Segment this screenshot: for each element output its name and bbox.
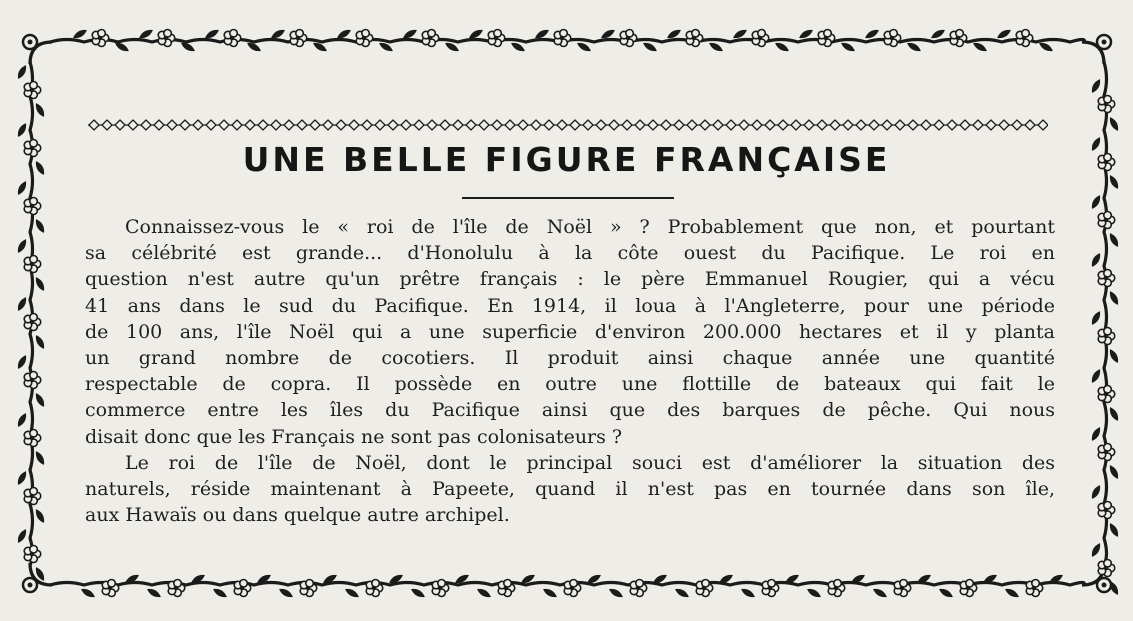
diamond-chain-icon <box>336 120 346 130</box>
flower-vine-icon <box>884 29 901 46</box>
diamond-chain-rule <box>88 118 1048 132</box>
diamond-chain-icon <box>297 120 307 130</box>
diamond-chain-icon <box>726 120 736 130</box>
flower-vine-icon <box>1016 29 1033 46</box>
diamond-chain-icon <box>1012 120 1022 130</box>
diamond-chain-icon <box>102 120 112 130</box>
diamond-chain-icon <box>999 120 1009 130</box>
flower-vine-icon <box>422 29 439 46</box>
flower-vine-icon <box>24 545 41 562</box>
diamond-chain-icon <box>804 120 814 130</box>
diamond-chain-icon <box>479 120 489 130</box>
diamond-chain-icon <box>180 120 190 130</box>
diamond-chain-icon <box>414 120 424 130</box>
diamond-chain-icon <box>986 120 996 130</box>
flower-vine-icon <box>24 487 41 504</box>
diamond-chain-icon <box>232 120 242 130</box>
flower-vine-icon <box>620 29 637 46</box>
diamond-chain-icon <box>934 120 944 130</box>
text-line: de 100 ans, l'île Noël qui a une superficie d'environ 200.000 hectares et il y planta <box>85 320 1055 343</box>
flower-vine-icon <box>1098 443 1115 460</box>
diamond-chain-icon <box>193 120 203 130</box>
text-line: 41 ans dans le sud du Pacifique. En 1914, il loua à l'Angleterre, pour une période <box>85 294 1055 317</box>
diamond-chain-icon <box>817 120 827 130</box>
diamond-chain-icon <box>908 120 918 130</box>
diamond-chain-icon <box>128 120 138 130</box>
diamond-chain-icon <box>531 120 541 130</box>
flower-vine-icon <box>752 29 769 46</box>
diamond-chain-icon <box>830 120 840 130</box>
flower-vine-icon <box>1098 95 1115 112</box>
diamond-chain-icon <box>752 120 762 130</box>
paragraph-2 <box>85 450 1055 529</box>
flower-vine-icon <box>950 29 967 46</box>
diamond-chain-icon <box>765 120 775 130</box>
diamond-chain-icon <box>596 120 606 130</box>
diamond-chain-icon <box>544 120 554 130</box>
flower-vine-icon <box>24 197 41 214</box>
diamond-chain-icon <box>674 120 684 130</box>
diamond-chain-icon <box>284 120 294 130</box>
text-line: disait donc que les Français ne sont pas colonisateurs ? <box>85 425 623 448</box>
diamond-chain-icon <box>687 120 697 130</box>
diamond-chain-icon <box>453 120 463 130</box>
diamond-chain-icon <box>882 120 892 130</box>
diamond-chain-icon <box>960 120 970 130</box>
flower-vine-icon <box>686 29 703 46</box>
flower-vine-icon <box>24 81 41 98</box>
diamond-chain-icon <box>154 120 164 130</box>
diamond-chain-icon <box>375 120 385 130</box>
text-line: respectable de copra. Il possède en outre une flottille de bateaux qui fait le <box>85 373 1055 396</box>
diamond-chain-icon <box>219 120 229 130</box>
diamond-chain-icon <box>947 120 957 130</box>
diamond-chain-icon <box>245 120 255 130</box>
diamond-chain-icon <box>713 120 723 130</box>
diamond-chain-icon <box>505 120 515 130</box>
flower-vine-icon <box>818 29 835 46</box>
text-line: sa célébrité est grande... d'Honolulu à la côte ouest du Pacifique. Le roi en <box>85 242 1055 265</box>
diamond-chain-icon <box>648 120 658 130</box>
diamond-chain-icon <box>89 120 99 130</box>
diamond-chain-icon <box>635 120 645 130</box>
flower-vine-icon <box>24 255 41 272</box>
flower-vine-icon <box>1098 211 1115 228</box>
diamond-chain-icon <box>349 120 359 130</box>
flower-vine-icon <box>24 313 41 330</box>
diamond-chain-icon <box>973 120 983 130</box>
flower-vine-icon <box>1098 501 1115 518</box>
flower-vine-icon <box>224 29 241 46</box>
flower-vine-icon <box>168 579 185 596</box>
diamond-chain-icon <box>700 120 710 130</box>
diamond-chain-icon <box>921 120 931 130</box>
diamond-chain-icon <box>492 120 502 130</box>
diamond-chain-icon <box>427 120 437 130</box>
diamond-chain-icon <box>401 120 411 130</box>
diamond-chain-icon <box>518 120 528 130</box>
diamond-chain-icon <box>362 120 372 130</box>
text-line: naturels, réside maintenant à Papeete, quand il n'est pas en tournée dans son île, <box>85 478 1055 501</box>
flower-vine-icon <box>1098 269 1115 286</box>
flower-vine-icon <box>1098 327 1115 344</box>
diamond-chain-icon <box>258 120 268 130</box>
diamond-chain-icon <box>622 120 632 130</box>
diamond-chain-icon <box>557 120 567 130</box>
diamond-chain-icon <box>1025 120 1035 130</box>
diamond-chain-icon <box>661 120 671 130</box>
title-underline <box>462 197 674 199</box>
diamond-chain-icon <box>323 120 333 130</box>
flower-vine-icon <box>24 371 41 388</box>
diamond-chain-icon <box>609 120 619 130</box>
text-line: Connaissez-vous le « roi de l'île de Noël » ? Probablement que non, et pourtant <box>125 216 1055 238</box>
diamond-chain-icon <box>167 120 177 130</box>
flower-vine-icon <box>488 29 505 46</box>
flower-vine-icon <box>102 579 119 596</box>
flower-vine-icon <box>1098 559 1115 576</box>
diamond-chain-icon <box>843 120 853 130</box>
diamond-chain-icon <box>739 120 749 130</box>
article-title: UNE BELLE FIGURE FRANÇAISE <box>242 140 891 179</box>
diamond-chain-icon <box>778 120 788 130</box>
diamond-chain-icon <box>310 120 320 130</box>
diamond-chain-icon <box>206 120 216 130</box>
diamond-chain-icon <box>570 120 580 130</box>
flower-vine-icon <box>24 429 41 446</box>
text-line: un grand nombre de cocotiers. Il produit ainsi chaque année une quantité <box>85 347 1055 370</box>
text-line: question n'est autre qu'un prêtre français : le père Emmanuel Rougier, qui a vécu <box>85 268 1055 291</box>
diamond-chain-icon <box>141 120 151 130</box>
diamond-chain-icon <box>869 120 879 130</box>
flower-vine-icon <box>1026 579 1043 596</box>
diamond-chain-icon <box>791 120 801 130</box>
diamond-chain-icon <box>440 120 450 130</box>
flower-vine-icon <box>92 29 109 46</box>
text-line: commerce entre les îles du Pacifique ainsi que des barques de pêche. Qui nous <box>85 399 1055 422</box>
diamond-chain-icon <box>583 120 593 130</box>
diamond-chain-icon <box>466 120 476 130</box>
article-body <box>85 214 1055 528</box>
text-line: Le roi de l'île de Noël, dont le principal souci est d'améliorer la situation des <box>125 451 1055 474</box>
diamond-chain-icon <box>271 120 281 130</box>
text-line: aux Hawaïs ou dans quelque autre archipel. <box>85 504 510 527</box>
flower-vine-icon <box>356 29 373 46</box>
flower-vine-icon <box>554 29 571 46</box>
diamond-chain-icon <box>388 120 398 130</box>
paragraph-1 <box>85 214 1055 450</box>
diamond-chain-icon <box>895 120 905 130</box>
flower-vine-icon <box>1098 385 1115 402</box>
diamond-chain-icon <box>1038 120 1048 130</box>
diamond-chain-icon <box>115 120 125 130</box>
diamond-chain-icon <box>856 120 866 130</box>
flower-vine-icon <box>290 29 307 46</box>
flower-vine-icon <box>158 29 175 46</box>
